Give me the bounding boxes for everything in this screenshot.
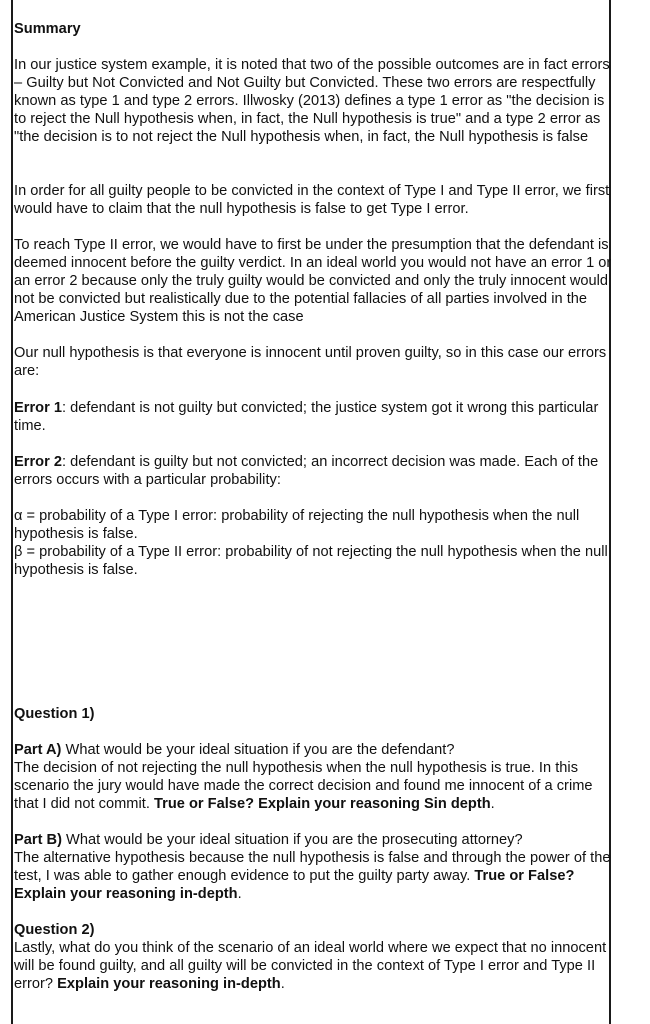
error-2-label: Error 2 — [14, 454, 62, 470]
part-b-answer: The alternative hypothesis because the null hypothesis is false and through the power of the test, I was able to gather enough evidence to put the guilty party away. — [14, 850, 611, 884]
part-b-prompt: True or False? Explain your reasoning in-depth — [14, 868, 575, 902]
summary-paragraph-2: In order for all guilty people to be convicted in the context of Type I and Type II error, we first would have to claim that the null hypothesis is false to get Type I error. — [14, 183, 610, 217]
summary-paragraph-1: In our justice system example, it is noted that two of the possible outcomes are in fact errors – Guilty but Not Convicted and Not Guilty but Convicted. These two errors are respectfully known as type 1 and type 2 errors. Illwosky (2013) defines a type 1 error as "the decision is to reject the Null hypothesis when, in fact, the Null hypothesis is true" and a type 2 error as "the decision is to not reject the Null hypothesis when, in fact, the Null hypothesis is false — [14, 57, 610, 145]
question-2-end: . — [280, 976, 285, 992]
part-a-answer: The decision of not rejecting the null hypothesis when the null hypothesis is true. In this scenario the jury would have made the correct decision and found me innocent of a crime that I did not commit. — [14, 760, 593, 812]
part-a-prompt: True or False? Explain your reasoning Sin depth — [153, 796, 491, 812]
error-1-label: Error 1 — [14, 400, 62, 416]
part-a-question: What would be your ideal situation if you are the defendant? — [61, 742, 455, 758]
part-b-question: What would be your ideal situation if you are the prosecuting attorney? — [61, 832, 523, 848]
error-1-definition — [14, 399, 614, 435]
question-1-part-b — [14, 831, 614, 903]
question-2-heading: Question 2) — [14, 922, 95, 938]
question-1-part-a — [14, 741, 614, 813]
question-1-heading: Question 1) — [14, 706, 95, 722]
question-2-prompt: Explain your reasoning in-depth — [57, 976, 281, 992]
error-2-definition — [14, 453, 614, 489]
part-b-label: Part B) — [14, 832, 62, 848]
question-2 — [14, 921, 614, 993]
summary-heading: Summary — [14, 21, 81, 37]
error-1-text: : defendant is not guilty but convicted; the justice system got it wrong this particular time. — [14, 400, 599, 434]
summary-paragraph-3: To reach Type II error, we would have to first be under the presumption that the defendant is deemed innocent before the guilty verdict. In an ideal world you would not have an error 1 or an error 2 because only the truly guilty would be convicted and only the truly innocent would not be convicted but realistically due to the potential fallacies of all parties involved in the American Justice System this is not the case — [14, 237, 612, 325]
part-a-end: . — [490, 796, 495, 812]
summary-paragraph-4: Our null hypothesis is that everyone is innocent until proven guilty, so in this case our errors are: — [14, 345, 607, 379]
part-a-label: Part A) — [14, 742, 62, 758]
alpha-definition: α = probability of a Type I error: probability of rejecting the null hypothesis when the null hypothesis is false. — [14, 508, 580, 542]
part-b-end: . — [237, 886, 242, 902]
question-2-text: Lastly, what do you think of the scenario of an ideal world where we expect that no innocent will be found guilty, and all guilty will be convicted in the context of Type I error and Type II error? — [14, 940, 607, 992]
beta-definition: β = probability of a Type II error: probability of not rejecting the null hypothesis when the null hypothesis is false. — [14, 544, 608, 578]
error-2-text: : defendant is guilty but not convicted; an incorrect decision was made. Each of the errors occurs with a particular probability: — [14, 454, 599, 488]
